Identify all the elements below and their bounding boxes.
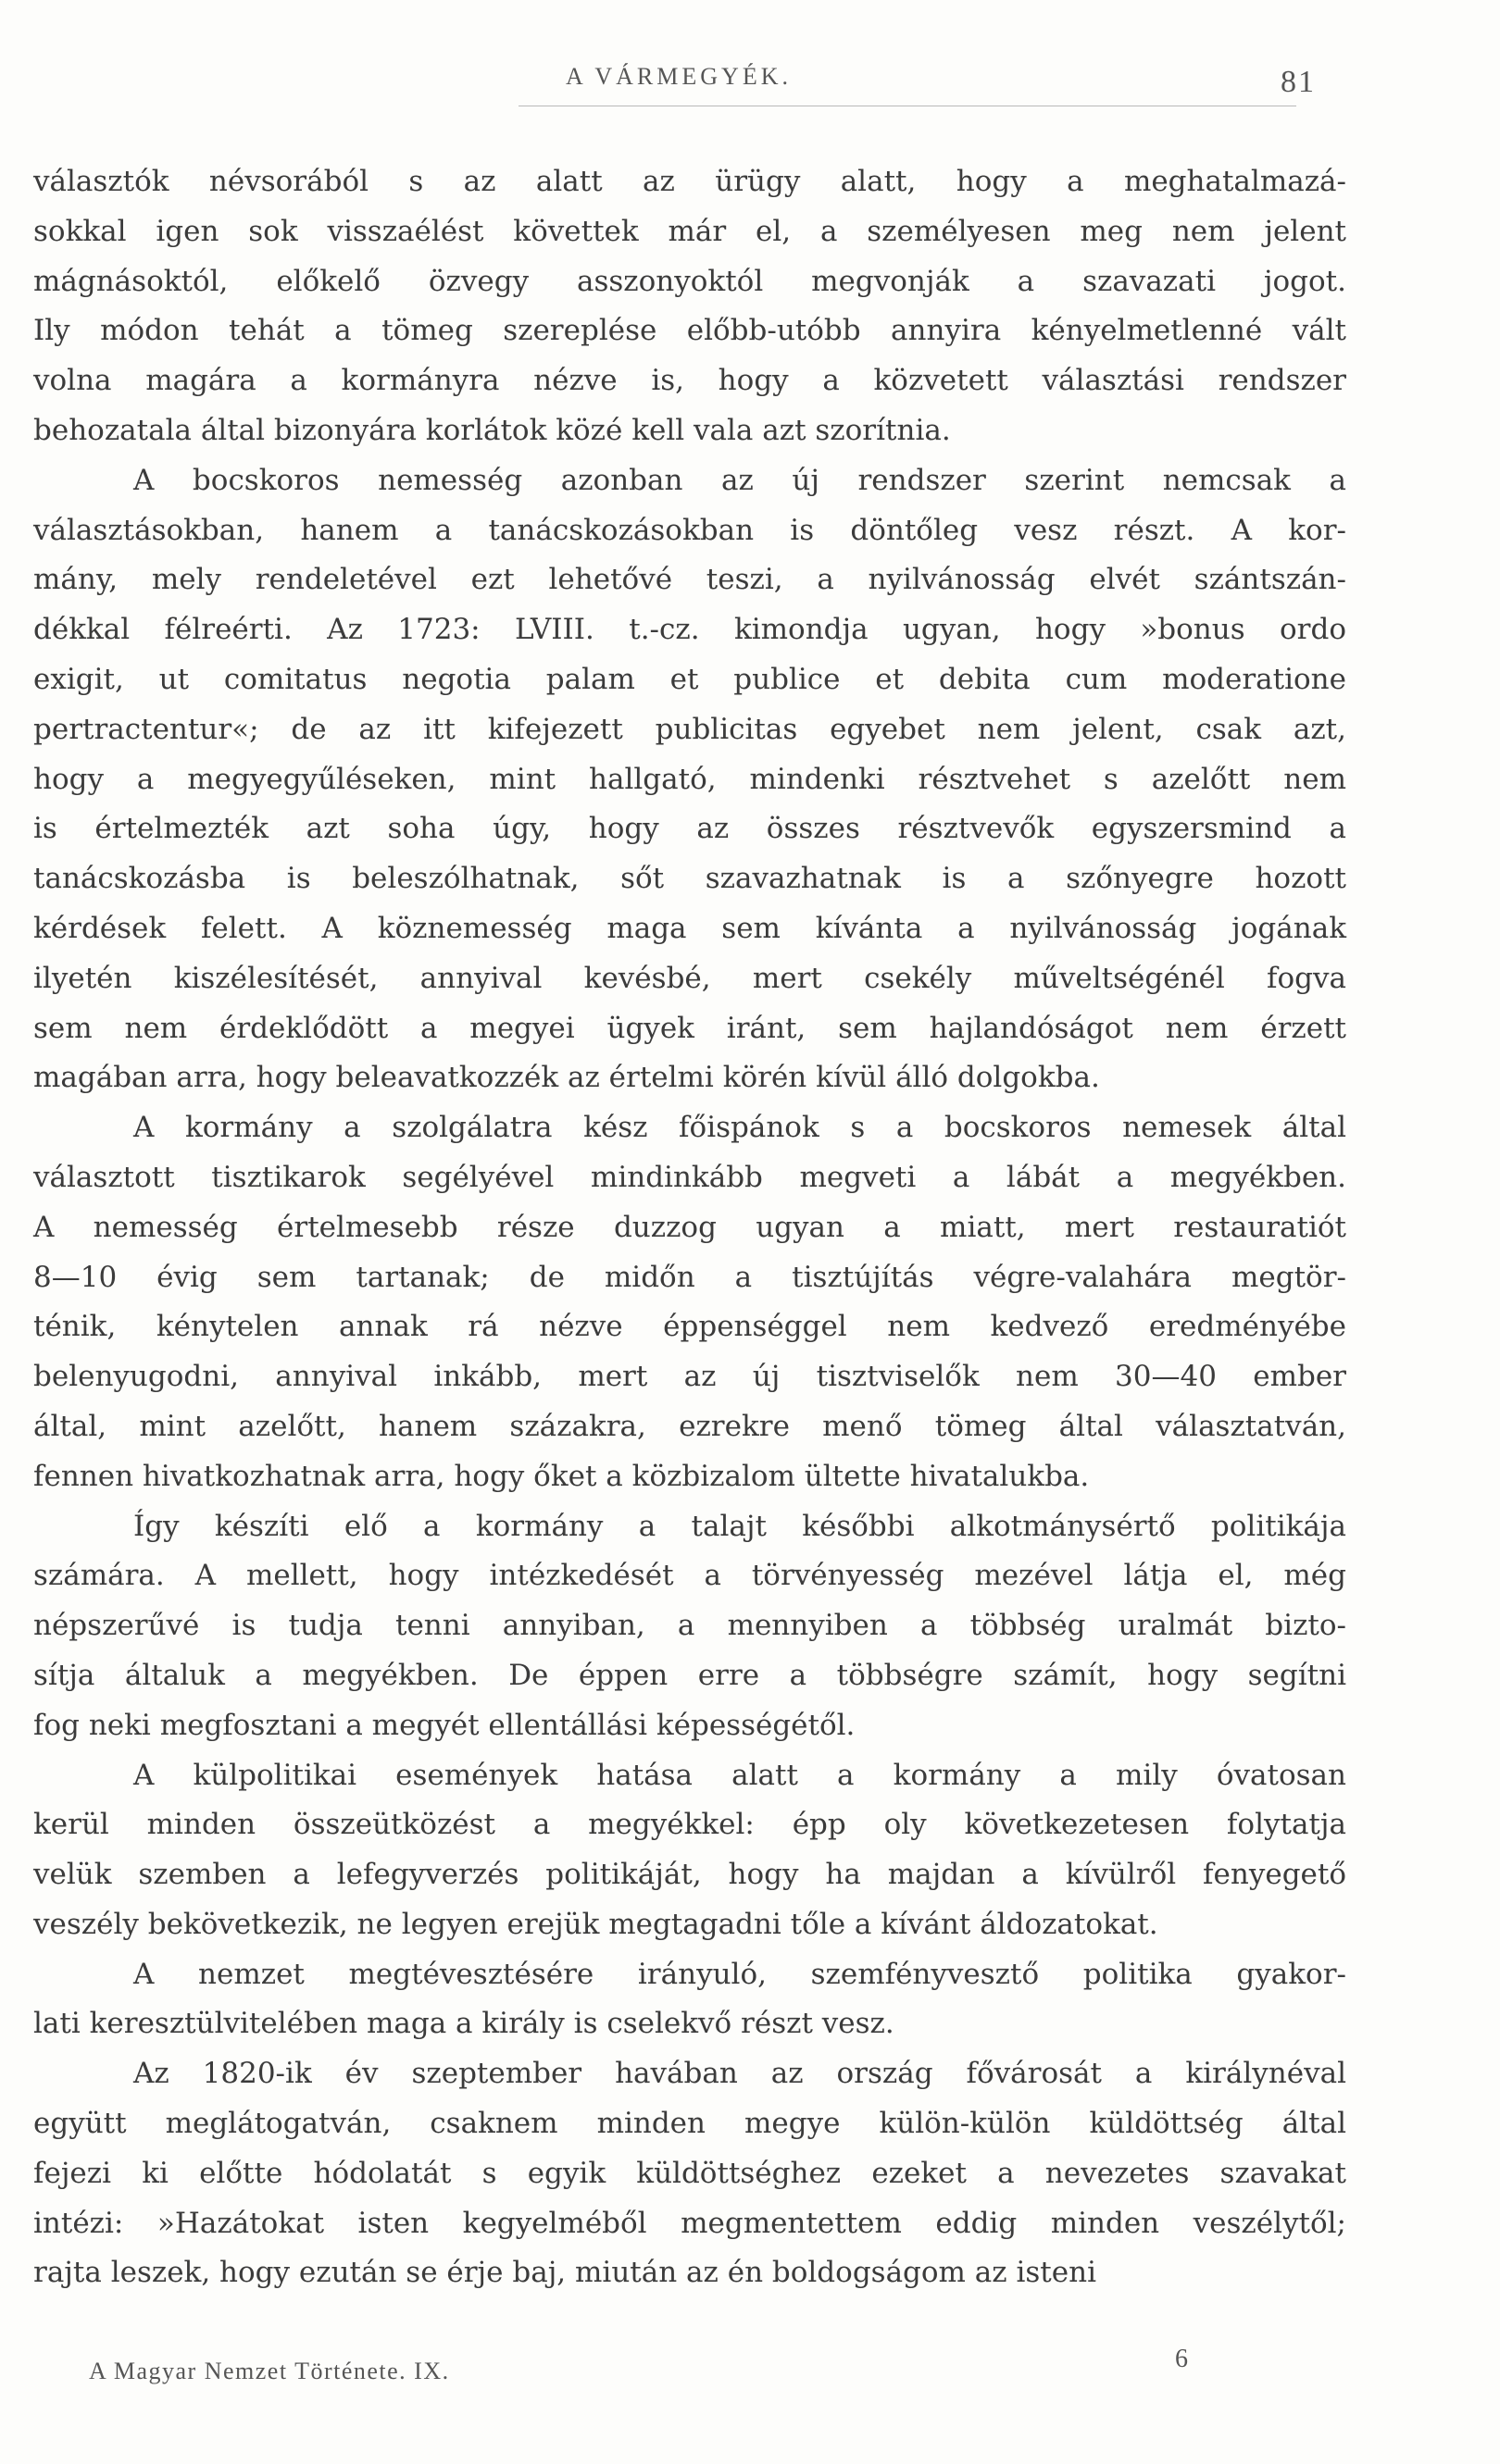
text-line: A kormány a szolgálatra kész főispánok s a bocskoros nemesek által: [133, 1111, 1346, 1145]
text-line: velük szemben a lefegyverzés politikáját, hogy ha majdan a kívülről fenyegető: [33, 1858, 1346, 1892]
text-line: mány, mely rendeletével ezt lehetővé teszi, a nyilvánosság elvét szántszán-: [33, 563, 1346, 597]
paragraph: [33, 1103, 1346, 1501]
paragraph: [33, 157, 1346, 456]
text-line: fog neki megfosztani a megyét ellentállási képességétől.: [33, 1708, 856, 1742]
text-line: választók névsorából s az alatt az ürügy alatt, hogy a meghatalmazá-: [33, 165, 1346, 198]
text-line: magában arra, hogy beleavatkozzék az értelmi körén kívül álló dolgokba.: [33, 1061, 1100, 1095]
paragraph: [33, 456, 1346, 1103]
page-number: 81: [1281, 65, 1316, 99]
text-line: együtt meglátogatván, csaknem minden megye külön-külön küldöttség által: [33, 2107, 1346, 2141]
running-title: A VÁRMEGYÉK.: [566, 63, 792, 90]
text-line: mágnásoktól, előkelő özvegy asszonyoktól megvonják a szavazati jogot.: [33, 264, 1346, 298]
text-line: veszély bekövetkezik, ne legyen erejük megtagadni tőle a kívánt áldozatokat.: [33, 1907, 1158, 1941]
text-line: volna magára a kormányra nézve is, hogy a közvetett választási rendszer: [33, 364, 1346, 398]
text-line: fennen hivatkozhatnak arra, hogy őket a közbizalom ültette hivatalukba.: [33, 1459, 1090, 1493]
text-line: ilyetén kiszélesítését, annyival kevésbé, mert csekély műveltségénél fogva: [33, 961, 1346, 995]
text-line: lati keresztülvitelében maga a király is cselekvő részt vesz.: [33, 2007, 894, 2041]
text-line: kérdések felett. A köznemesség maga sem kívánta a nyilvánosság jogának: [33, 911, 1346, 945]
text-line: dékkal félreérti. Az 1723: LVIII. t.-cz. kimondja ugyan, hogy »bonus ordo: [33, 613, 1346, 647]
text-line: népszerűvé is tudja tenni annyiban, a mennyiben a többség uralmát bizto-: [33, 1609, 1346, 1643]
footer-book-title: A Magyar Nemzet Története. IX.: [89, 2358, 450, 2384]
text-line: választott tisztikarok segélyével mindinkább megveti a lábát a megyékben.: [33, 1160, 1346, 1194]
text-line: ténik, kénytelen annak rá nézve éppenséggel nem kedvező eredményébe: [33, 1310, 1346, 1344]
paragraph: [33, 2049, 1346, 2298]
text-line: számára. A mellett, hogy intézkedését a törvényesség mezével látja el, még: [33, 1559, 1346, 1593]
text-line: kerül minden összeütközést a megyékkel: épp oly következetesen folytatja: [33, 1808, 1346, 1842]
text-line: választásokban, hanem a tanácskozásokban is döntőleg vesz részt. A kor-: [33, 513, 1346, 547]
text-line: exigit, ut comitatus negotia palam et publice et debita cum moderatione: [33, 662, 1346, 696]
text-line: A bocskoros nemesség azonban az új rendszer szerint nemcsak a: [133, 463, 1346, 497]
text-line: belenyugodni, annyival inkább, mert az új tisztviselők nem 30—40 ember: [33, 1360, 1346, 1394]
text-line: 8—10 évig sem tartanak; de midőn a tisztújítás végre-valahára megtör-: [33, 1260, 1346, 1294]
text-line: Ily módon tehát a tömeg szereplése előbb-utóbb annyira kényelmetlenné vált: [33, 314, 1346, 348]
text-line: behozatala által bizonyára korlátok közé kell vala azt szorítnia.: [33, 413, 951, 447]
text-line: intézi: »Hazátokat isten kegyelméből megmentettem eddig minden veszélytől;: [33, 2206, 1346, 2240]
text-line: A nemzet megtévesztésére irányuló, szemfényvesztő politika gyakor-: [133, 1957, 1346, 1991]
paragraph: [33, 1751, 1346, 1950]
text-line: Az 1820-ik év szeptember havában az ország fővárosát a királynéval: [133, 2057, 1346, 2091]
signature-mark: 6: [1175, 2345, 1188, 2373]
text-line: hogy a megyegyűléseken, mint hallgató, mindenki résztvehet s azelőtt nem: [33, 762, 1346, 796]
body-text: [33, 157, 1346, 2298]
text-line: is értelmezték azt soha úgy, hogy az összes résztvevők egyszersmind a: [33, 812, 1346, 846]
text-line: sítja általuk a megyékben. De éppen erre a többségre számít, hogy segítni: [33, 1658, 1346, 1692]
text-line: fejezi ki előtte hódolatát s egyik küldöttséghez ezeket a nevezetes szavakat: [33, 2156, 1346, 2190]
text-line: Így készíti elő a kormány a talajt későbbi alkotmánysértő politikája: [133, 1509, 1346, 1543]
text-line: pertractentur«; de az itt kifejezett publicitas egyebet nem jelent, csak azt,: [33, 712, 1346, 746]
text-line: A külpolitikai események hatása alatt a kormány a mily óvatosan: [133, 1758, 1346, 1792]
text-line: sokkal igen sok visszaélést követtek már el, a személyesen meg nem jelent: [33, 214, 1346, 248]
paragraph: [33, 1950, 1346, 2050]
text-line: tanácskozásba is beleszólhatnak, sőt szavazhatnak is a szőnyegre hozott: [33, 862, 1346, 896]
paragraph: [33, 1502, 1346, 1751]
text-line: A nemesség értelmesebb része duzzog ugyan a miatt, mert restauratiót: [33, 1210, 1346, 1244]
text-line: sem nem érdeklődött a megyei ügyek iránt, sem hajlandóságot nem érzett: [33, 1011, 1346, 1045]
text-line: által, mint azelőtt, hanem százakra, ezrekre menő tömeg által választatván,: [33, 1409, 1346, 1443]
text-line: rajta leszek, hogy ezután se érje baj, miután az én boldogságom az isteni: [33, 2256, 1096, 2290]
page-footer: [0, 2345, 1500, 2400]
running-head: [0, 63, 1500, 100]
